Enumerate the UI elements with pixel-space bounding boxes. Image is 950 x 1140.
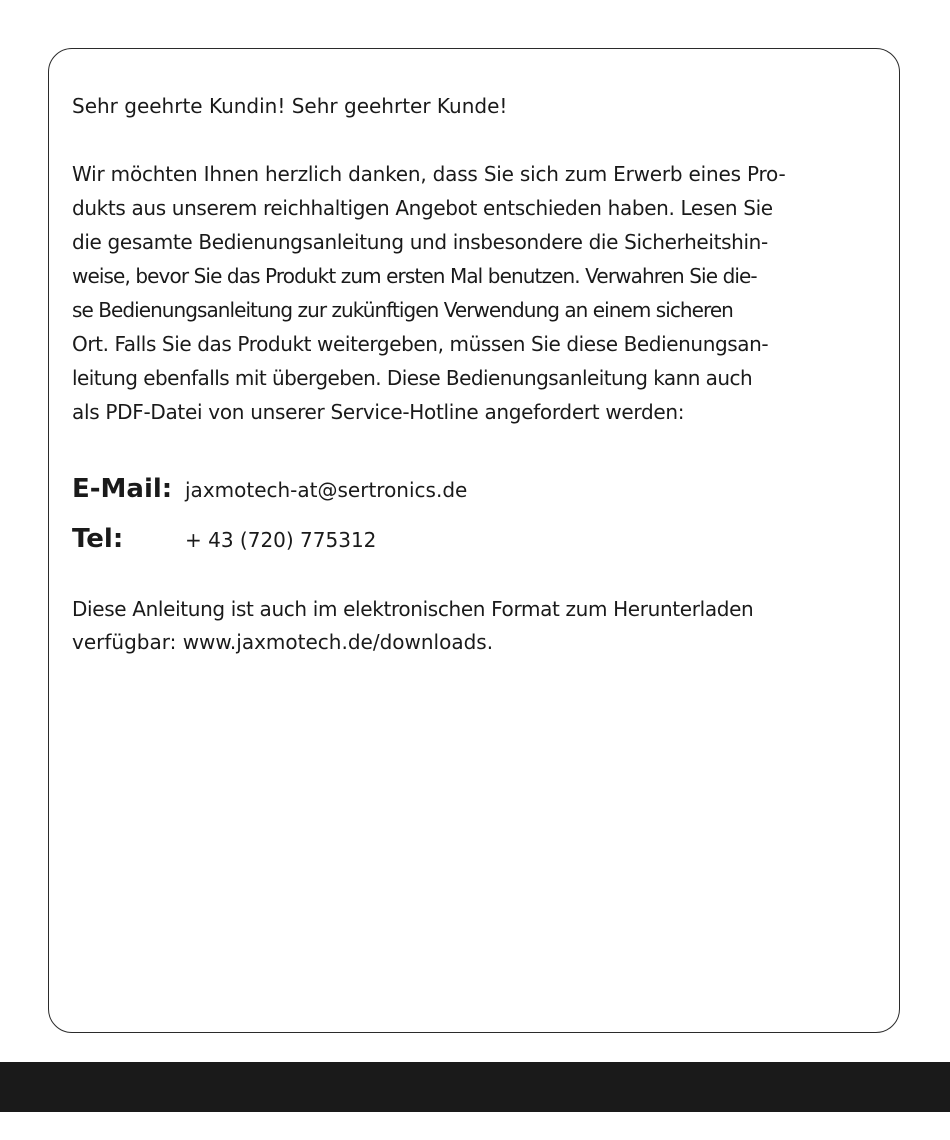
intro-line: dukts aus unserem reichhaltigen Angebot entschieden haben. Lesen Sie (72, 196, 773, 220)
download-paragraph (72, 593, 872, 659)
intro-line: leitung ebenfalls mit übergeben. Diese Bedienungsanleitung kann auch (72, 366, 753, 390)
email-address: jaxmotech-at@sertronics.de (185, 478, 468, 502)
intro-line: Wir möchten Ihnen herzlich danken, dass Sie sich zum Erwerb eines Pro- (72, 162, 786, 186)
footer-bar (0, 1062, 950, 1112)
intro-line: Ort. Falls Sie das Produkt weitergeben, müssen Sie diese Bedienungsan- (72, 332, 769, 356)
intro-line: als PDF-Datei von unserer Service-Hotline angefordert werden: (72, 400, 685, 424)
download-line: Diese Anleitung ist auch im elektronischen Format zum Herunterladen (72, 597, 754, 621)
phone-label: Tel: (72, 524, 124, 554)
phone-number: + 43 (720) 775312 (185, 528, 377, 552)
download-line: verfügbar: www.jaxmotech.de/downloads. (72, 630, 494, 654)
email-label: E-Mail: (72, 474, 173, 504)
intro-paragraph (72, 157, 872, 429)
intro-line: weise, bevor Sie das Produkt zum ersten Mal benutzen. Verwahren Sie die- (72, 264, 757, 288)
email-row (72, 474, 467, 510)
greeting: Sehr geehrte Kundin! Sehr geehrter Kunde! (72, 94, 508, 118)
intro-line: se Bedienungsanleitung zur zukünftigen Verwendung an einem sicheren (72, 298, 733, 322)
intro-line: die gesamte Bedienungsanleitung und insbesondere die Sicherheitshin- (72, 230, 768, 254)
phone-row (72, 524, 376, 560)
